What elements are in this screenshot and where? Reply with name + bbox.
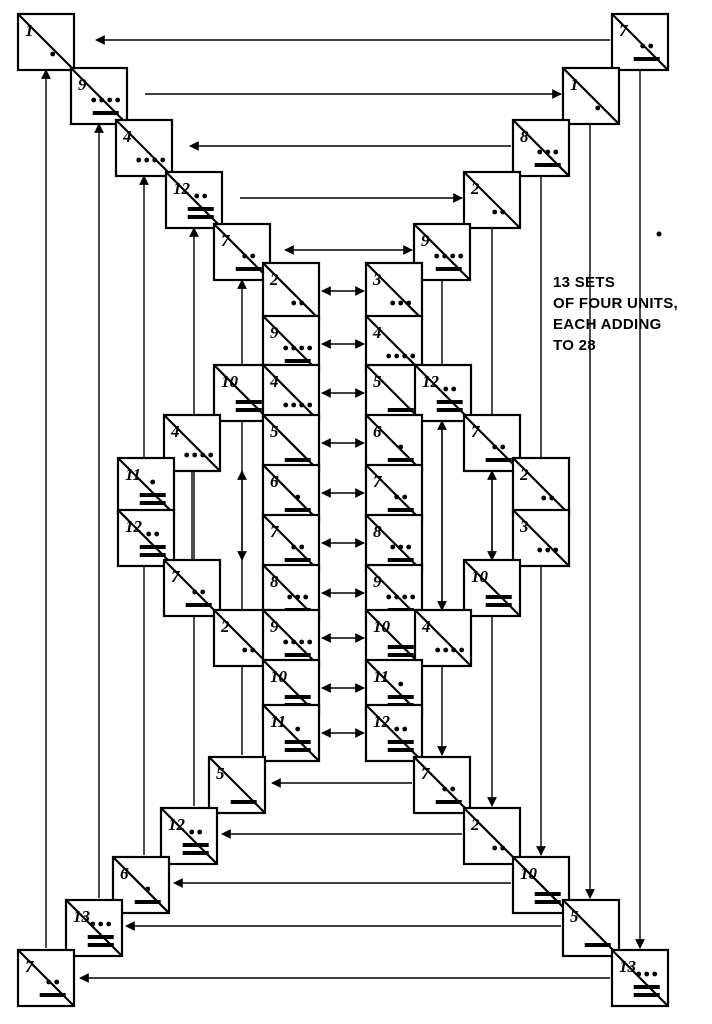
numeral-bar: [437, 408, 463, 412]
numeral-dot: [115, 98, 120, 103]
numeral-dot: [295, 727, 300, 732]
numeral-cell: [366, 316, 422, 372]
numeral-cell: [263, 415, 319, 471]
cell-number: 2: [520, 465, 529, 484]
cell-number: 3: [520, 517, 529, 536]
numeral-dot: [398, 545, 403, 550]
cell-number: 7: [471, 422, 480, 441]
cell-number: 12: [373, 712, 390, 731]
numeral-dot: [537, 150, 542, 155]
numeral-dot: [410, 354, 415, 359]
mark-layer: [657, 232, 662, 237]
cell-number: 6: [373, 422, 382, 441]
numeral-cell: [209, 757, 265, 813]
numeral-dot: [250, 254, 255, 259]
cell-number: 10: [471, 567, 488, 586]
numeral-cell: [366, 705, 422, 761]
cell-number: 12: [168, 815, 185, 834]
numeral-bar: [388, 458, 414, 462]
cell-number: 7: [221, 231, 230, 250]
numeral-cell: [118, 458, 174, 514]
numeral-bar: [436, 800, 462, 804]
numeral-bar: [634, 993, 660, 997]
numeral-dot: [443, 387, 448, 392]
cell-number: 5: [373, 372, 382, 391]
cell-number: 12: [125, 517, 142, 536]
cell-number: 4: [123, 127, 132, 146]
numeral-bar: [285, 740, 311, 744]
numeral-bar: [93, 111, 119, 115]
numeral-dot: [402, 595, 407, 600]
numeral-bar: [388, 645, 414, 649]
numeral-dot: [200, 590, 205, 595]
numeral-bar: [388, 508, 414, 512]
numeral-dot: [194, 194, 199, 199]
numeral-dot: [242, 254, 247, 259]
numeral-dot: [291, 640, 296, 645]
numeral-dot: [394, 495, 399, 500]
numeral-dot: [500, 210, 505, 215]
cell-number: 4: [422, 617, 431, 636]
numeral-dot: [197, 830, 202, 835]
cell-number: 2: [221, 617, 230, 636]
numeral-cell: [513, 510, 569, 566]
numeral-dot: [390, 545, 395, 550]
numeral-dot: [545, 548, 550, 553]
numeral-dot: [390, 301, 395, 306]
numeral-dot: [394, 354, 399, 359]
numeral-cell: [366, 415, 422, 471]
numeral-dot: [91, 98, 96, 103]
numeral-dot: [208, 453, 213, 458]
numeral-bar: [236, 400, 262, 404]
numeral-dot: [410, 595, 415, 600]
numeral-dot: [299, 346, 304, 351]
numeral-cell: [118, 510, 174, 566]
cell-number: 11: [125, 465, 142, 484]
numeral-dot: [652, 972, 657, 977]
cell-number: 11: [270, 712, 287, 731]
numeral-bar: [285, 748, 311, 752]
numeral-cell: [366, 610, 422, 666]
cell-number: 5: [270, 422, 279, 441]
numeral-dot: [636, 972, 641, 977]
numeral-bar: [183, 851, 209, 855]
numeral-dot: [451, 387, 456, 392]
numeral-cell: [263, 610, 319, 666]
numeral-cell: [464, 808, 520, 864]
numeral-cell: [414, 757, 470, 813]
numeral-cell: [366, 263, 422, 319]
numeral-bar: [535, 892, 561, 896]
numeral-bar: [183, 843, 209, 847]
numeral-bar: [285, 508, 311, 512]
cell-number: 12: [422, 372, 439, 391]
cell-number: 13: [73, 907, 90, 926]
numeral-cell: [214, 224, 270, 280]
numeral-dot: [146, 532, 151, 537]
cell-number: 7: [171, 567, 180, 586]
numeral-bar: [634, 985, 660, 989]
numeral-dot: [54, 980, 59, 985]
figure-caption: [553, 272, 678, 356]
numeral-dot: [442, 787, 447, 792]
numeral-bar: [140, 553, 166, 557]
numeral-dot: [287, 595, 292, 600]
numeral-bar: [388, 408, 414, 412]
cell-number: 9: [373, 572, 382, 591]
numeral-cell: [366, 465, 422, 521]
cell-number: 5: [570, 907, 579, 926]
numeral-cell: [66, 900, 122, 956]
caption-line-4: TO 28: [553, 337, 596, 354]
numeral-bar: [285, 359, 311, 363]
numeral-bar: [285, 458, 311, 462]
numeral-dot: [406, 301, 411, 306]
cell-number: 12: [173, 179, 190, 198]
cell-number: 6: [120, 864, 129, 883]
numeral-dot: [160, 158, 165, 163]
numeral-cell: [513, 857, 569, 913]
cell-number: 4: [270, 372, 279, 391]
numeral-dot: [492, 846, 497, 851]
numeral-dot: [553, 150, 558, 155]
numeral-dot: [98, 922, 103, 927]
numeral-dot: [553, 548, 558, 553]
numeral-bar: [388, 653, 414, 657]
numeral-bar: [388, 558, 414, 562]
numeral-bar: [486, 595, 512, 599]
numeral-dot: [307, 640, 312, 645]
numeral-dot: [500, 846, 505, 851]
numeral-bar: [285, 695, 311, 699]
numeral-bar: [285, 558, 311, 562]
cell-layer: [18, 14, 668, 1006]
numeral-dot: [394, 727, 399, 732]
numeral-dot: [394, 595, 399, 600]
numeral-dot: [291, 403, 296, 408]
numeral-cell: [18, 950, 74, 1006]
cell-number: 1: [25, 21, 34, 40]
numeral-cell: [464, 560, 520, 616]
cell-number: 7: [619, 21, 628, 40]
numeral-dot: [107, 98, 112, 103]
numeral-cell: [563, 900, 619, 956]
numeral-cell: [116, 120, 172, 176]
numeral-dot: [303, 595, 308, 600]
numeral-cell: [263, 316, 319, 372]
numeral-dot: [299, 301, 304, 306]
numeral-cell: [563, 68, 619, 124]
numeral-dot: [152, 158, 157, 163]
numeral-dot: [250, 648, 255, 653]
numeral-cell: [366, 515, 422, 571]
numeral-bar: [436, 267, 462, 271]
numeral-bar: [40, 993, 66, 997]
numeral-dot: [398, 301, 403, 306]
cell-number: 2: [471, 179, 480, 198]
numeral-cell: [513, 120, 569, 176]
numeral-bar: [88, 943, 114, 947]
numeral-cell: [214, 365, 270, 421]
numeral-dot: [242, 648, 247, 653]
numeral-cell: [366, 365, 422, 421]
numeral-cell: [464, 415, 520, 471]
numeral-dot: [549, 496, 554, 501]
numeral-cell: [263, 515, 319, 571]
numeral-cell: [415, 610, 471, 666]
numeral-bar: [634, 57, 660, 61]
numeral-dot: [500, 445, 505, 450]
numeral-dot: [200, 453, 205, 458]
numeral-bar: [285, 653, 311, 657]
numeral-cell: [166, 172, 222, 228]
numeral-dot: [450, 254, 455, 259]
numeral-dot: [402, 495, 407, 500]
numeral-dot: [283, 640, 288, 645]
numeral-bar: [535, 163, 561, 167]
numeral-dot: [402, 727, 407, 732]
numeral-dot: [192, 453, 197, 458]
cell-number: 8: [373, 522, 382, 541]
numeral-dot: [545, 150, 550, 155]
numeral-bar: [388, 695, 414, 699]
numeral-dot: [644, 972, 649, 977]
numeral-dot: [46, 980, 51, 985]
numeral-dot: [402, 354, 407, 359]
numeral-dot: [145, 887, 150, 892]
numeral-cell: [18, 14, 74, 70]
cell-number: 1: [570, 75, 579, 94]
numeral-dot: [90, 922, 95, 927]
numeral-cell: [415, 365, 471, 421]
numeral-cell: [263, 465, 319, 521]
cell-number: 9: [78, 75, 87, 94]
numeral-cell: [214, 610, 270, 666]
cell-number: 9: [421, 231, 430, 250]
cell-number: 7: [270, 522, 279, 541]
numeral-dot: [459, 648, 464, 653]
numeral-dot: [307, 346, 312, 351]
numeral-cell: [513, 458, 569, 514]
numeral-dot: [406, 545, 411, 550]
numeral-cell: [464, 172, 520, 228]
numeral-bar: [585, 943, 611, 947]
numeral-bar: [88, 935, 114, 939]
cell-number: 6: [270, 472, 279, 491]
numeral-dot: [541, 496, 546, 501]
numeral-bar: [188, 215, 214, 219]
numeral-dot: [154, 532, 159, 537]
numeral-dot: [443, 648, 448, 653]
numeral-dot: [450, 787, 455, 792]
numeral-dot: [50, 52, 55, 57]
numeral-bar: [140, 493, 166, 497]
numeral-bar: [236, 408, 262, 412]
numeral-cell: [263, 365, 319, 421]
numeral-dot: [398, 445, 403, 450]
numeral-dot: [106, 922, 111, 927]
numeral-dot: [386, 354, 391, 359]
cell-number: 11: [373, 667, 390, 686]
numeral-dot: [202, 194, 207, 199]
numeral-dot: [398, 682, 403, 687]
numeral-dot: [295, 595, 300, 600]
numeral-dot: [299, 640, 304, 645]
numeral-dot: [291, 545, 296, 550]
numeral-dot: [386, 595, 391, 600]
numeral-bar: [388, 748, 414, 752]
numeral-dot: [184, 453, 189, 458]
cell-number: 13: [619, 957, 636, 976]
numeral-dot: [442, 254, 447, 259]
numeral-bar: [535, 900, 561, 904]
numeral-dot: [299, 545, 304, 550]
numeral-bar: [186, 603, 212, 607]
numeral-cell: [164, 560, 220, 616]
numeral-dot: [192, 590, 197, 595]
cell-number: 9: [270, 617, 279, 636]
numeral-bar: [231, 800, 257, 804]
numeral-dot: [150, 480, 155, 485]
numeral-bar: [486, 603, 512, 607]
numeral-cell: [263, 705, 319, 761]
cell-number: 10: [520, 864, 537, 883]
numeral-bar: [437, 400, 463, 404]
numeral-bar: [486, 458, 512, 462]
numeral-dot: [283, 346, 288, 351]
numeral-dot: [291, 346, 296, 351]
cell-number: 3: [373, 270, 382, 289]
numeral-dot: [136, 158, 141, 163]
numeral-dot: [640, 44, 645, 49]
cell-number: 7: [421, 764, 430, 783]
caption-line-1: 13 SETS: [553, 274, 616, 291]
cell-number: 8: [520, 127, 529, 146]
numeral-dot: [295, 495, 300, 500]
stray-dot-mark: [657, 232, 662, 237]
numeral-dot: [458, 254, 463, 259]
cell-number: 10: [221, 372, 238, 391]
numeral-dot: [435, 648, 440, 653]
cell-number: 10: [270, 667, 287, 686]
numeral-dot: [537, 548, 542, 553]
numeral-dot: [434, 254, 439, 259]
cell-number: 2: [270, 270, 279, 289]
numeral-dot: [648, 44, 653, 49]
cell-number: 10: [373, 617, 390, 636]
numeral-cell: [612, 14, 668, 70]
numeral-bar: [188, 207, 214, 211]
numeral-bar: [140, 545, 166, 549]
cell-number: 7: [25, 957, 34, 976]
numeral-dot: [291, 301, 296, 306]
numeral-cell: [612, 950, 668, 1006]
numeral-dot: [99, 98, 104, 103]
cell-number: 7: [373, 472, 382, 491]
numeral-cell: [161, 808, 217, 864]
numeral-bar: [140, 501, 166, 505]
numeral-dot: [492, 210, 497, 215]
numeral-cell: [263, 263, 319, 319]
numeral-dot: [451, 648, 456, 653]
numeral-cell: [71, 68, 127, 124]
caption-line-2: OF FOUR UNITS,: [553, 295, 679, 312]
numeral-dot: [189, 830, 194, 835]
numeral-bar: [388, 740, 414, 744]
cell-number: 5: [216, 764, 225, 783]
numeral-dot: [144, 158, 149, 163]
cell-number: 9: [270, 323, 279, 342]
numeral-dot: [283, 403, 288, 408]
caption-line-3: EACH ADDING: [553, 316, 662, 333]
numeral-bar: [135, 900, 161, 904]
numeral-dot: [307, 403, 312, 408]
cell-number: 2: [471, 815, 480, 834]
cell-number: 4: [373, 323, 382, 342]
numeral-dot: [492, 445, 497, 450]
numeral-dot: [595, 106, 600, 111]
cell-number: 4: [171, 422, 180, 441]
cell-number: 8: [270, 572, 279, 591]
numeral-bar: [236, 267, 262, 271]
numeral-dot: [299, 403, 304, 408]
